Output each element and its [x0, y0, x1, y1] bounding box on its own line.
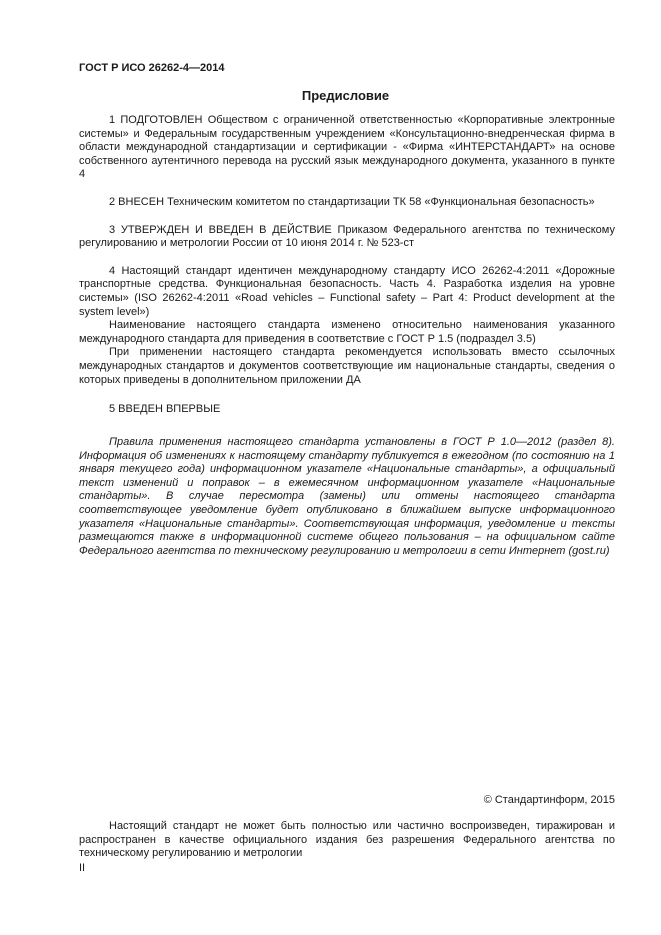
item-introduced: 2 ВНЕСЕН Техническим комитетом по стандартизации ТК 58 «Функциональная безопасность»: [109, 195, 595, 208]
page-title: Предисловие: [301, 88, 390, 103]
item-references: При применении настоящего стандарта рекомендуется использовать вместо ссылочных международных стандартов и документов соответствующие им национальные стандарты, сведения о которых приведены в дополнительном приложении ДА: [79, 346, 615, 386]
standard-id-header: ГОСТ Р ИСО 26262-4—2014: [79, 62, 225, 74]
item-identical: 4 Настоящий стандарт идентичен международному стандарту ИСО 26262-4:2011 «Дорожные транспортные средства. Функциональная безопасность. Часть 4. Разработка изделия на уровне системы» (ISO 26262-4:2011 «Road vehicles – Functional safety – Part 4: Product development at the system level»): [79, 264, 615, 318]
foreword-body: [79, 114, 615, 417]
item-name-change: Наименование настоящего стандарта изменено относительно наименования указанного международного стандарта для приведения в соответствие с ГОСТ Р 1.5 (подраздел 3.5): [79, 319, 615, 345]
application-note: Правила применения настоящего стандарта установлены в ГОСТ Р 1.0—2012 (раздел 8). Информация об изменениях к настоящему стандарту публикуется в ежегодном (по состоянию на 1 января текущего года) информационном указателе «Национальные стандарты», а официальный текст изменений и поправок – в ежемесячном информационном указателе «Национальные стандарты». В случае пересмотра (замены) или отмены настоящего стандарта соответствующее уведомление будет опубликовано в ближайшем выпуске информационного указателя «Национальные стандарты». Соответствующая информация, уведомление и тексты размещаются также в информационной системе общего пользования – на официальном сайте Федерального агентства по техническому регулированию и метрологии в сети Интернет (gost.ru): [79, 436, 615, 557]
item-prepared: 1 ПОДГОТОВЛЕН Обществом с ограниченной ответственностью «Корпоративные электронные системы» и Федеральным государственным учреждением «Консультационно-внедренческая фирма в области международной стандартизации и сертификации - «Фирма «ИНТЕРСТАНДАРТ» на основе собственного аутентичного перевода на русский язык международного документа, указанного в пункте 4: [79, 114, 615, 181]
copyright: © Стандартинформ, 2015: [483, 794, 615, 806]
item-approved: 3 УТВЕРЖДЕН И ВВЕДЕН В ДЕЙСТВИЕ Приказом Федерального агентства по техническому регулированию и метрологии России от 10 июня 2014 г. № 523-ст: [79, 223, 615, 250]
page-number: II: [79, 862, 86, 874]
rights-notice: Настоящий стандарт не может быть полностью или частично воспроизведен, тиражирован и распространен в качестве официального издания без разрешения Федерального агентства по техническому регулированию и метрологии: [79, 820, 615, 860]
item-first-introduced: 5 ВВЕДЕН ВПЕРВЫЕ: [109, 403, 221, 416]
